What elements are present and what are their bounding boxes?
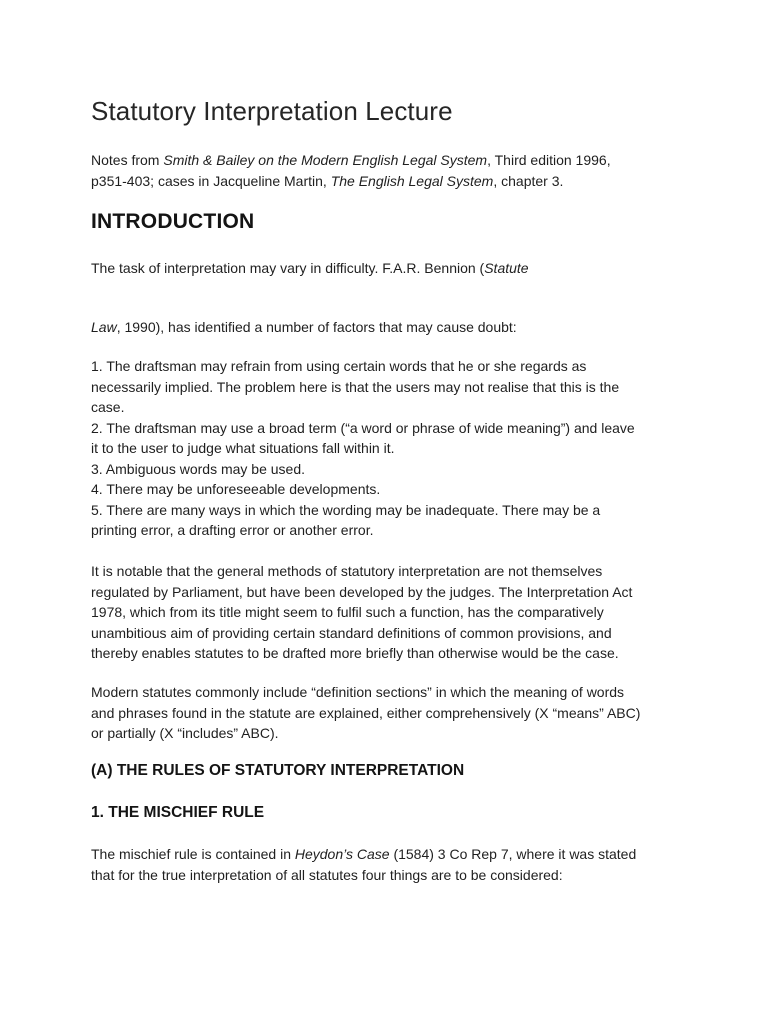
intro-lead-continued: Law, 1990), has identified a number of factors that may cause doubt: [91, 319, 517, 335]
list-item: it to the user to judge what situations fall within it. [91, 440, 395, 456]
list-item: case. [91, 399, 125, 415]
list-item: 3. Ambiguous words may be used. [91, 460, 306, 477]
paragraph-interpretation-act: It is notable that the general methods of statutory interpretation are not themselves regulated by Parliament, but have been developed by the judges. The Interpretation Act 1978, which from its title might seem to fulfil such a function, has the comparatively unambitious aim of providing certain standard definitions of common provisions, and thereby enables statutes to be drafted more briefly than otherwise would be the case. [91, 563, 633, 661]
source-notes-line-2: p351-403; cases in Jacqueline Martin, The English Legal System, chapter 3. [91, 172, 564, 189]
introduction-heading: INTRODUCTION [91, 210, 255, 233]
source-notes-line-1: Notes from Smith & Bailey on the Modern English Legal System, Third edition 1996, [91, 152, 611, 168]
page-title: Statutory Interpretation Lecture [91, 96, 453, 126]
mischief-rule-paragraph: The mischief rule is contained in Heydon’s Case (1584) 3 Co Rep 7, where it was stated that for the true interpretation of all statutes four things are to be considered: [91, 846, 637, 883]
paragraph-definition-sections: Modern statutes commonly include “definition sections” in which the meaning of words and phrases found in the statute are explained, either comprehensively (X “means” ABC) or partially (X “includes” ABC). [91, 684, 641, 741]
list-item: necessarily implied. The problem here is that the users may not realise that this is the [91, 378, 620, 395]
list-item: 5. There are many ways in which the wording may be inadequate. There may be a [91, 501, 601, 518]
list-item: printing error, a drafting error or another error. [91, 522, 374, 538]
list-item: 2. The draftsman may use a broad term (“a word or phrase of wide meaning”) and leave [91, 419, 635, 436]
list-item: 4. There may be unforeseeable developments. [91, 481, 381, 497]
section-a-heading: (A) THE RULES OF STATUTORY INTERPRETATION [91, 762, 465, 779]
source-notes [91, 150, 691, 191]
factors-list [91, 356, 691, 541]
book-title-smith-bailey: Smith & Bailey on the Modern English Legal System [163, 152, 488, 168]
intro-lead: The task of interpretation may vary in difficulty. F.A.R. Bennion (Statute [91, 260, 529, 276]
case-name-heydon: Heydon’s Case [294, 846, 390, 862]
book-title-english-legal-system: The English Legal System [330, 172, 494, 189]
mischief-rule-heading: 1. THE MISCHIEF RULE [91, 804, 265, 821]
list-item: 1. The draftsman may refrain from using certain words that he or she regards as [91, 358, 587, 374]
